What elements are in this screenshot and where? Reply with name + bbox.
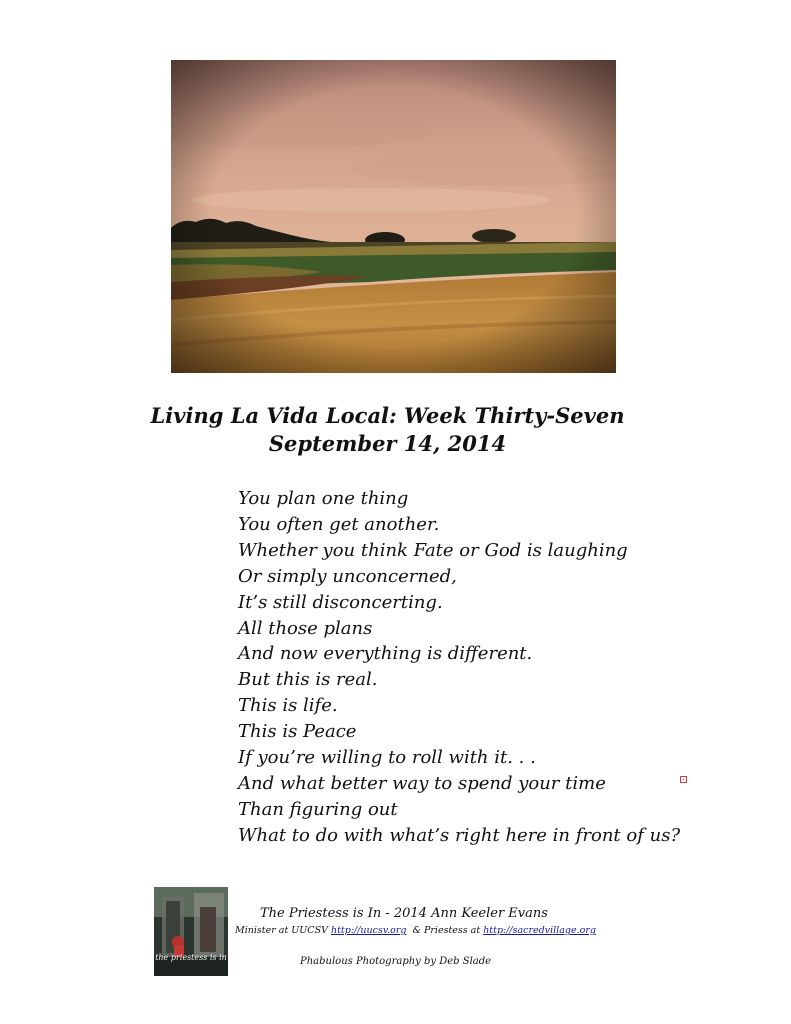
poem-line: Than figuring out bbox=[238, 798, 398, 820]
broken-image-icon bbox=[680, 776, 687, 783]
thumbnail-caption: the priestess is in bbox=[155, 953, 227, 962]
poem-line: You often get another. bbox=[238, 513, 440, 535]
poem-line: This is life. bbox=[238, 695, 338, 717]
footer-title: The Priestess is In - 2014 Ann Keeler Evans bbox=[260, 906, 548, 921]
page-title: Living La Vida Local: Week Thirty-Seven bbox=[150, 403, 625, 428]
poem-line: What to do with what’s right here in front of us? bbox=[238, 824, 681, 846]
poem-line: It’s still disconcerting. bbox=[238, 591, 443, 613]
priestess-label: & Priestess at bbox=[412, 925, 481, 936]
page-date: September 14, 2014 bbox=[268, 431, 507, 456]
poem-line: If you’re willing to roll with it. . . bbox=[238, 747, 536, 769]
poem-line: Whether you think Fate or God is laughing bbox=[238, 539, 628, 561]
poem-line: And what better way to spend your time bbox=[238, 772, 606, 794]
poem bbox=[238, 486, 680, 849]
poem-line: This is Peace bbox=[238, 721, 357, 743]
priestess-thumbnail bbox=[154, 887, 228, 976]
poem-line: All those plans bbox=[238, 617, 373, 639]
photo-credit: Phabulous Photography by Deb Slade bbox=[300, 956, 492, 967]
sacredvillage-link[interactable]: http://sacredvillage.org bbox=[483, 925, 596, 936]
poem-line: But this is real. bbox=[238, 669, 378, 691]
minister-label: Minister at UUCSV bbox=[235, 925, 328, 936]
poem-line: You plan one thing bbox=[238, 488, 409, 509]
poem-line: Or simply unconcerned, bbox=[238, 565, 457, 587]
footer-affiliations bbox=[235, 924, 596, 938]
landscape-photo bbox=[171, 60, 616, 373]
poem-line: And now everything is different. bbox=[238, 643, 533, 665]
uucsv-link[interactable]: http://uucsv.org bbox=[330, 925, 407, 936]
